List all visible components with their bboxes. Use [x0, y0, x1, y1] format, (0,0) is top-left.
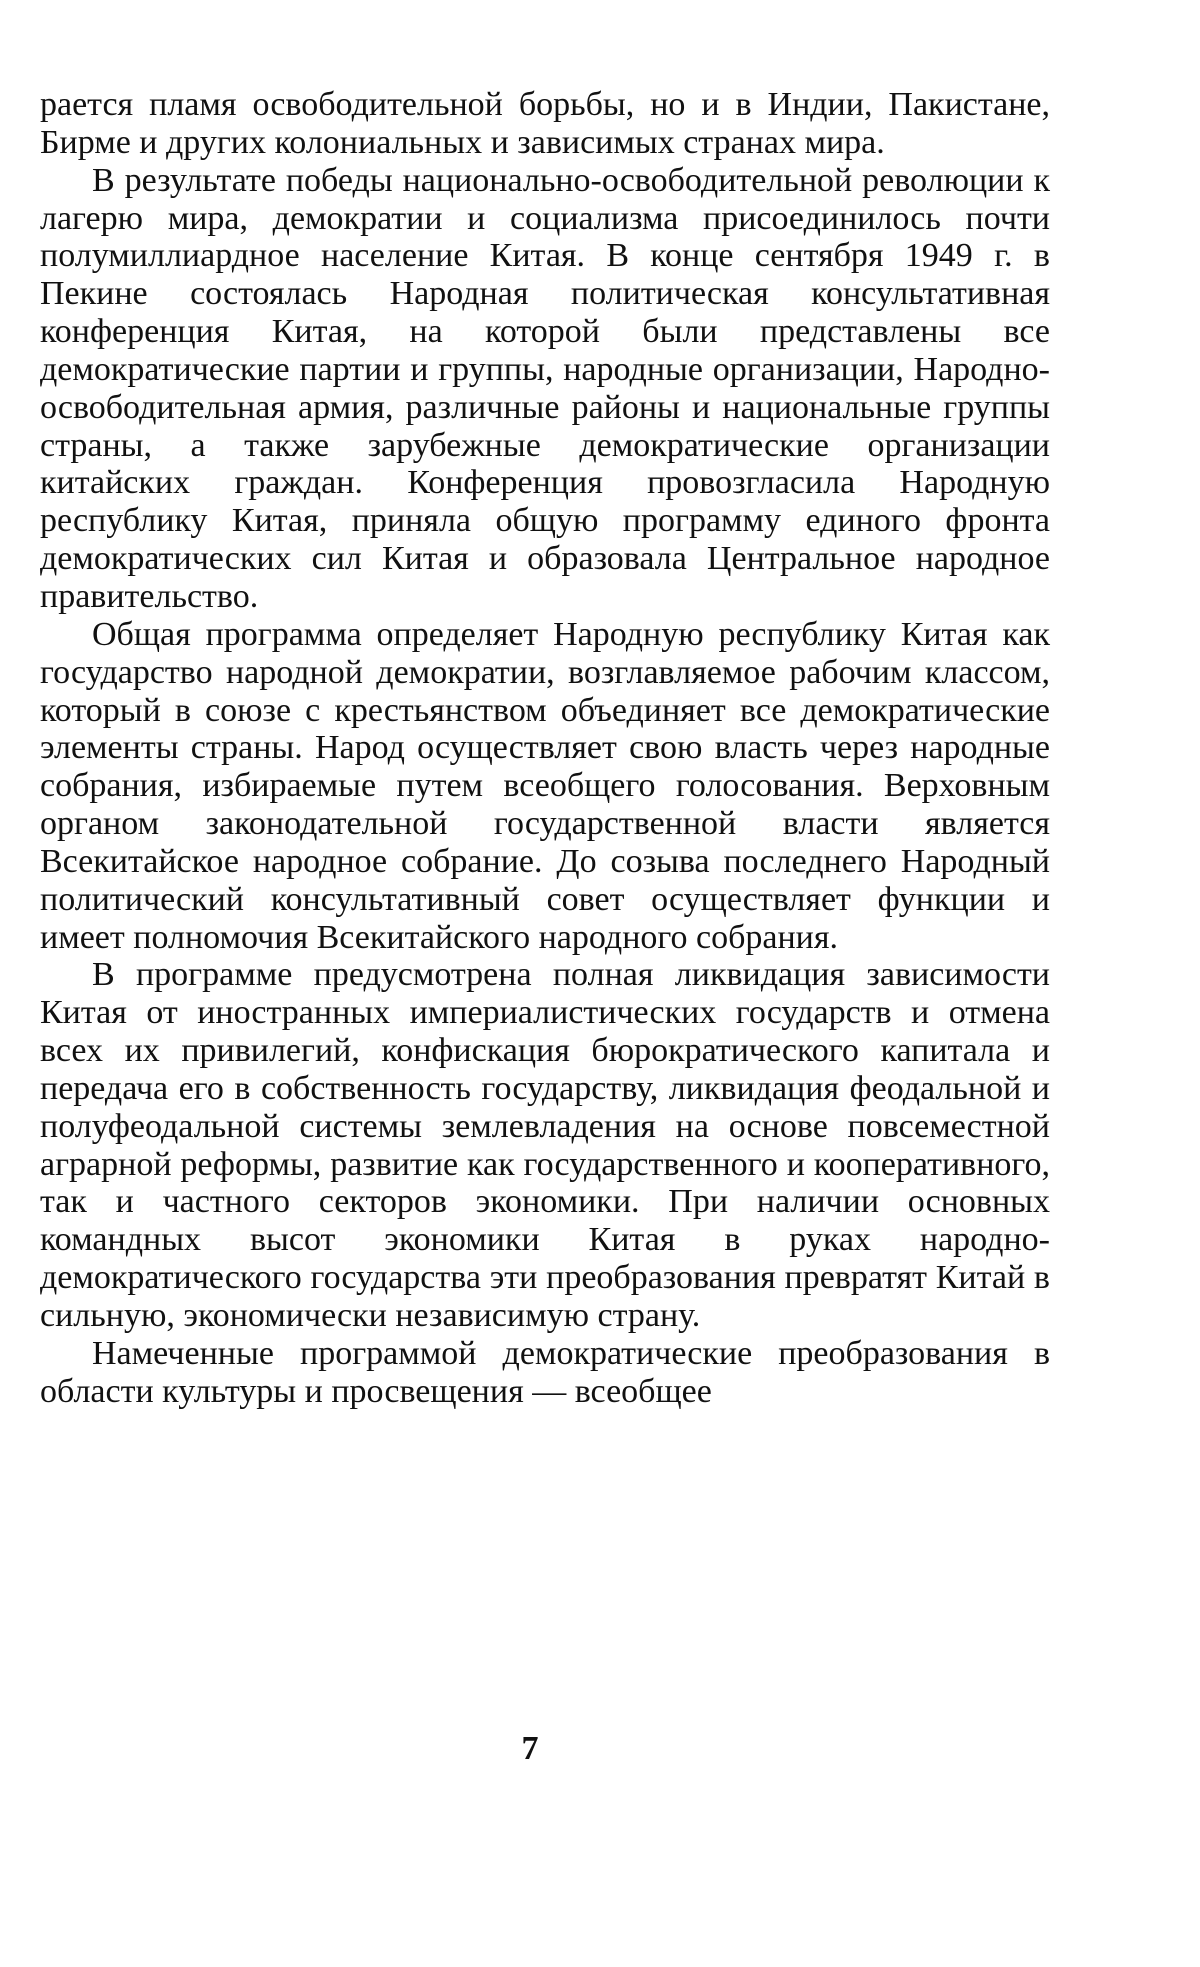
paragraph-continuation: рается пламя освободительной борьбы, но и в Индии, Пакистане, Бирме и других колониальных и зависимых странах мира.: [40, 86, 1050, 161]
paragraph-revolution-result: В результате победы национально-освободительной революции к лагерю мира, демократии и социализма присоединилось почти полумиллиардное население Китая. В конце сентября 1949 г. в Пекине состоялась Народная политическая консультативная конференция Китая, на которой были представлены все демократические партии и группы, народные организации, Народно-освободительная армия, различные районы и национальные группы страны, а также зарубежные демократические организации китайских граждан. Конференция провозгласила Народную республику Китая, приняла общую программу единого фронта демократических сил Китая и образовала Центральное народное правительство.: [40, 161, 1050, 615]
page-text: [40, 86, 1050, 1411]
page-number: 7: [521, 1730, 539, 1767]
paragraph-common-program: Общая программа определяет Народную республику Китая как государство народной демократии, возглавляемое рабочим классом, который в союзе с крестьянством объединяет все демократические элементы страны. Народ осуществляет свою власть через народные собрания, избираемые путем всеобщего голосования. Верховным органом законодательной государственной власти является Всекитайское народное собрание. До созыва последнего Народный политический консультативный совет осуществляет функции и имеет полномочия Всекитайского народного собрания.: [40, 615, 1050, 956]
paragraph-culture-reforms: Намеченные программой демократические преобразования в области культуры и просвещения — всеобщее: [40, 1334, 1050, 1410]
paragraph-program-provisions: В программе предусмотрена полная ликвидация зависимости Китая от иностранных империалистических государств и отмена всех их привилегий, конфискация бюрократического капитала и передача его в собственность государству, ликвидация феодальной и полуфеодальной системы землевладения на основе повсеместной аграрной реформы, развитие как государственного и кооперативного, так и частного секторов экономики. При наличии основных командных высот экономики Китая в руках народно-демократического государства эти преобразования превратят Китай в сильную, экономически независимую страну.: [40, 956, 1050, 1334]
